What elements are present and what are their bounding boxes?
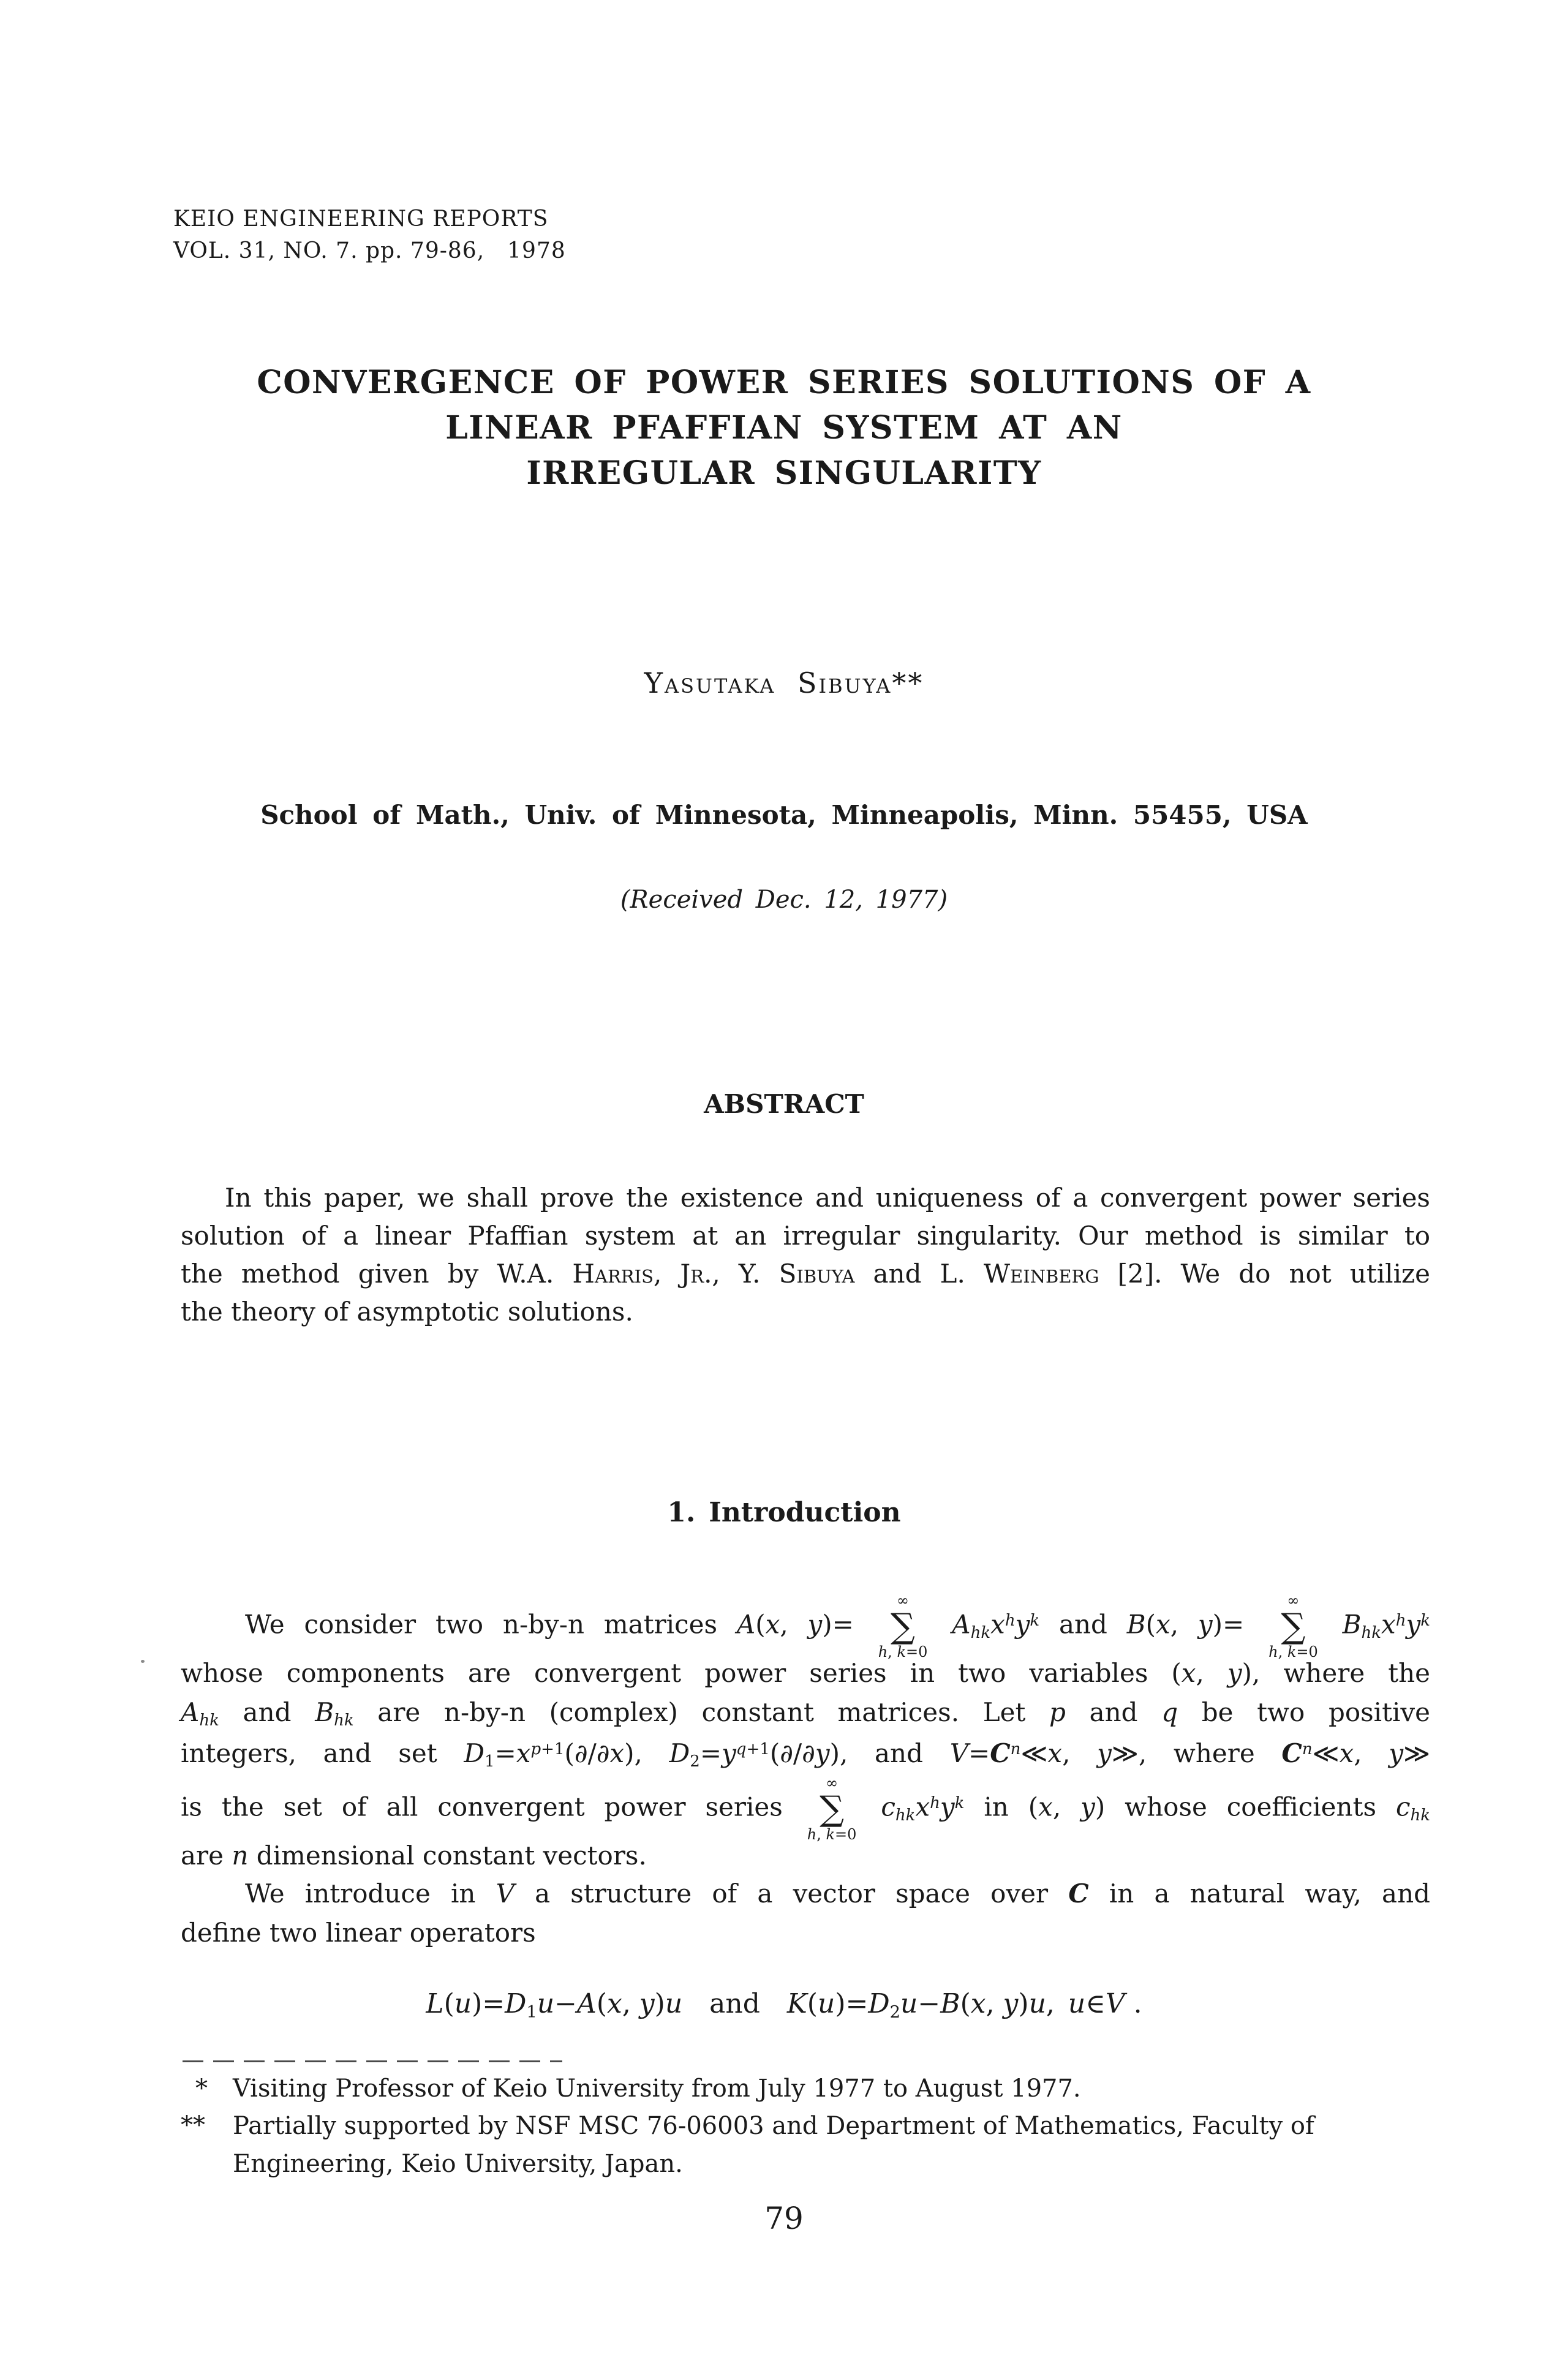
intro-paragraph-1: [181, 1592, 1430, 1875]
intro-p1-line-5: is the set of all convergent power series ∞ ∑ h, k=0 $c_{hk}x^hy^k$ in (x, y) whose coefficients $c_{hk}$: [181, 1774, 1431, 1843]
footnotes: [181, 2070, 1430, 2183]
footnote-2-line-2: Engineering, Keio University, Japan.: [233, 2150, 683, 2178]
title-line-1: CONVERGENCE OF POWER SERIES SOLUTIONS OF A: [257, 364, 1311, 401]
intro-paragraph-2: [181, 1874, 1430, 1953]
abstract-line-4: the theory of asymptotic solutions.: [181, 1297, 633, 1327]
intro-p2-line-2: define two linear operators: [181, 1918, 536, 1948]
abstract-line-2: solution of a linear Pfaffian system at an irregular singularity. Our method is similar to: [181, 1221, 1430, 1251]
intro-p1-line-4: integers, and set $D_1=x^{p+1}(\partial/\partial x)$, $D_2=y^{q+1}(\partial/\partial y)$, and $V=C^n≪x$, y≫, where $C^n≪x$, y≫: [181, 1738, 1431, 1771]
abstract-body: [181, 1179, 1430, 1331]
paper-title: [0, 360, 1568, 496]
abstract-line-1: In this paper, we shall prove the existence and uniqueness of a convergent power series: [225, 1183, 1430, 1213]
journal-issue: VOL. 31, NO. 7. pp. 79-86, 1978: [173, 238, 566, 263]
title-line-2: LINEAR PFAFFIAN SYSTEM AT AN: [445, 409, 1123, 447]
received-date: (Received Dec. 12, 1977): [620, 886, 948, 914]
footnote-separator-rule: [183, 2060, 562, 2062]
scan-speck-artifact: [141, 1660, 145, 1663]
summation-symbol: ∞ ∑ h, k=0: [1268, 1592, 1318, 1660]
footnote-1-text: Visiting Professor of Keio University from July 1977 to August 1977.: [233, 2075, 1081, 2103]
display-equation: $L(u)=D_1u-A(x$, y)u and $K(u)=D_2u-B(x$, y)u, u∈V .: [426, 1988, 1142, 2022]
footnote-1: [181, 2070, 1430, 2107]
author-name: Yasutaka Sibuya**: [644, 666, 924, 699]
footnote-1-marker: *: [195, 2075, 208, 2103]
author-affiliation: School of Math., Univ. of Minnesota, Minneapolis, Minn. 55455, USA: [260, 800, 1308, 830]
section-heading-introduction: 1. Introduction: [667, 1497, 901, 1528]
intro-p2-line-1: We introduce in V a structure of a vector space over C in a natural way, and: [245, 1879, 1431, 1909]
footnote-2-text: [233, 2107, 1430, 2183]
intro-p1-line-6: are n dimensional constant vectors.: [181, 1841, 647, 1871]
page-number: 79: [764, 2201, 804, 2236]
footnote-2-line-1: Partially supported by NSF MSC 76-06003 and Department of Mathematics, Faculty of: [233, 2112, 1314, 2140]
journal-name: KEIO ENGINEERING REPORTS: [173, 206, 549, 232]
journal-header: [173, 203, 566, 267]
title-line-3: IRREGULAR SINGULARITY: [526, 454, 1042, 492]
footnote-2-marker: **: [181, 2111, 205, 2139]
summation-symbol: ∞ ∑ h, k=0: [878, 1592, 928, 1660]
abstract-line-3: the method given by W.A. Harris, Jr., Y. Sibuya and L. Weinberg [2]. We do not utilize: [181, 1259, 1430, 1289]
intro-p1-line-1: We consider two n-by-n matrices A(x, y)= ∞ ∑ h, k=0 $A_{hk}x^hy^k$ and B(x, y)= ∞ ∑ h, k=0 $B_{hk}x^hy^k$: [245, 1592, 1431, 1660]
abstract-heading: ABSTRACT: [704, 1089, 864, 1119]
intro-p1-line-3: $A_{hk}$ and $B_{hk}$ are n-by-n (complex) constant matrices. Let p and q be two positive: [181, 1697, 1430, 1730]
intro-p1-line-2: whose components are convergent power series in two variables (x, y), where the: [181, 1658, 1430, 1688]
summation-symbol: ∞ ∑ h, k=0: [807, 1774, 857, 1843]
footnote-2: [181, 2107, 1430, 2183]
